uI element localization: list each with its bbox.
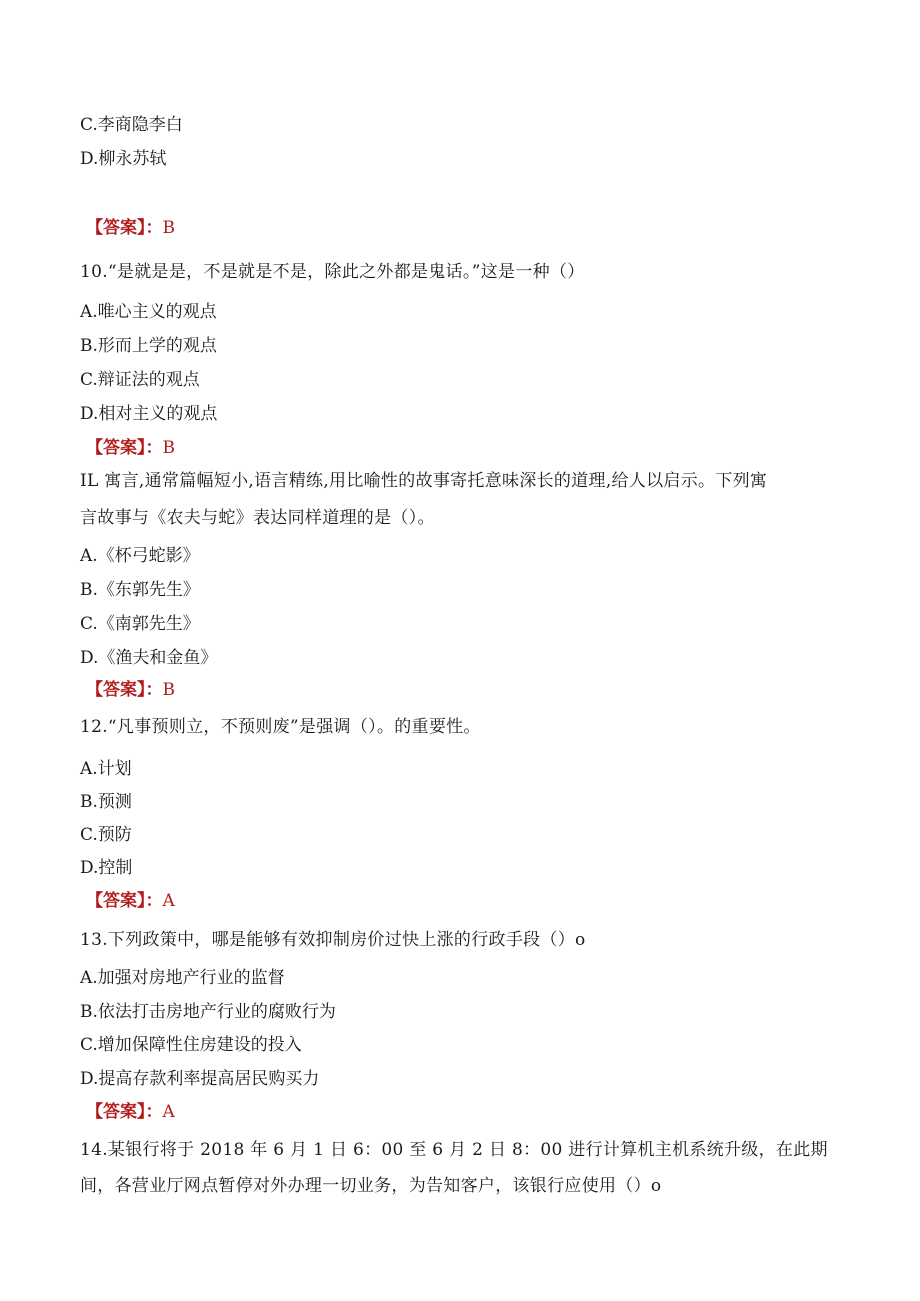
q11-option-a: A.《杯弓蛇影》 bbox=[80, 546, 200, 566]
answer-label: 【答案】： bbox=[86, 680, 163, 700]
answer-value: B bbox=[162, 438, 175, 458]
q12-option-b: B.预测 bbox=[80, 792, 132, 812]
answer-label: 【答案】： bbox=[86, 438, 163, 458]
q13-option-a: A.加强对房地产行业的监督 bbox=[80, 968, 285, 988]
q12-option-a: A.计划 bbox=[80, 759, 132, 779]
answer-label: 【答案】： bbox=[86, 1102, 163, 1122]
q11-option-b: B.《东郭先生》 bbox=[80, 580, 200, 600]
q13-answer bbox=[86, 1101, 175, 1123]
q10-option-c: C.辩证法的观点 bbox=[80, 370, 200, 390]
q13-option-d: D.提高存款利率提高居民购买力 bbox=[80, 1069, 320, 1089]
q9-answer bbox=[86, 217, 175, 239]
q11-stem-line2: 言故事与《农夫与蛇》表达同样道理的是（）。 bbox=[80, 508, 435, 528]
q10-option-a: A.唯心主义的观点 bbox=[80, 302, 217, 322]
q12-answer bbox=[86, 890, 175, 912]
q11-stem-line1: IL 寓言,通常篇幅短小,语言精练,用比喻性的故事寄托意味深长的道理,给人以启示。下列寓 bbox=[80, 471, 768, 491]
q9-option-b: C.李商隐李白 bbox=[80, 115, 183, 135]
q11-answer bbox=[86, 679, 175, 701]
answer-value: A bbox=[162, 891, 175, 911]
q10-option-b: B.形而上学的观点 bbox=[80, 336, 217, 356]
q14-stem-line1: 14.某银行将于 2018 年 6 月 1 日 6：00 至 6 月 2 日 8：00 进行计算机主机系统升级，在此期 bbox=[80, 1140, 828, 1160]
q10-answer bbox=[86, 437, 175, 459]
q12-option-d: D.控制 bbox=[80, 858, 133, 878]
answer-value: B bbox=[162, 680, 175, 700]
answer-label: 【答案】： bbox=[86, 218, 163, 238]
q12-stem: 12.“凡事预则立，不预则废”是强调（）。的重要性。 bbox=[80, 717, 481, 737]
q13-option-b: B.依法打击房地产行业的腐败行为 bbox=[80, 1002, 336, 1022]
q11-option-d: D.《渔夫和金鱼》 bbox=[80, 648, 218, 668]
q10-stem: 10.“是就是是，不是就是不是，除此之外都是鬼话。”这是一种（） bbox=[80, 262, 585, 282]
q14-stem-line2: 间，各营业厅网点暂停对外办理一切业务，为告知客户，该银行应使用（）o bbox=[80, 1176, 662, 1196]
q9-option-c: D.柳永苏轼 bbox=[80, 149, 167, 169]
q12-option-c: C.预防 bbox=[80, 825, 132, 845]
answer-value: B bbox=[162, 218, 175, 238]
q13-option-c: C.增加保障性住房建设的投入 bbox=[80, 1035, 302, 1055]
q11-option-c: C.《南郭先生》 bbox=[80, 614, 200, 634]
answer-label: 【答案】： bbox=[86, 891, 163, 911]
q13-stem: 13.下列政策中，哪是能够有效抑制房价过快上涨的行政手段（）o bbox=[80, 930, 586, 950]
answer-value: A bbox=[162, 1102, 175, 1122]
q10-option-d: D.相对主义的观点 bbox=[80, 404, 218, 424]
